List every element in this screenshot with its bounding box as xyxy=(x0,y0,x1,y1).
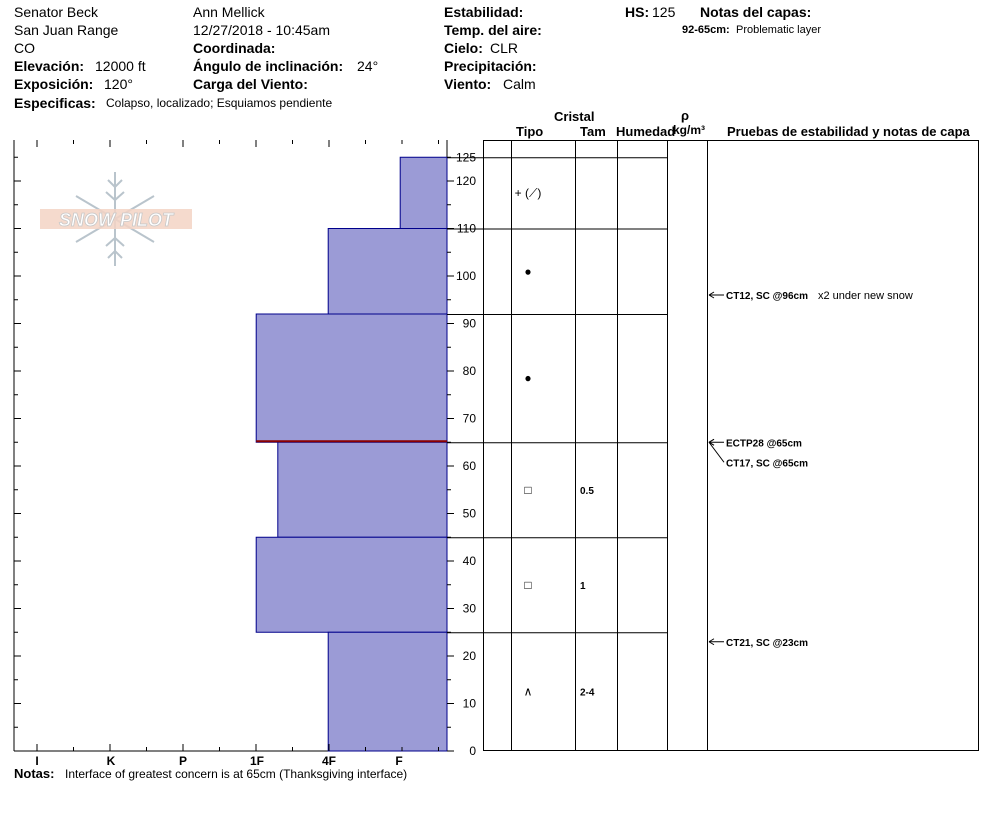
depth-tick-label: 70 xyxy=(462,411,476,426)
grain-size-value: 2-4 xyxy=(580,687,595,699)
specifics-value: Colapso, localizado; Esquiamos pendiente xyxy=(106,96,333,110)
grain-type-symbol: □ xyxy=(524,577,532,592)
depth-tick-label: 50 xyxy=(462,506,476,521)
state: CO xyxy=(14,40,35,56)
depth-tick-label: 90 xyxy=(462,316,476,331)
layer-bar xyxy=(256,314,447,442)
mountain-range: San Juan Range xyxy=(14,22,119,38)
depth-axis xyxy=(447,150,476,758)
sky-value: CLR xyxy=(490,40,519,56)
depth-tick-label: 40 xyxy=(462,554,476,568)
depth-tick-label: 100 xyxy=(455,269,476,283)
aspect-label: Exposición: xyxy=(14,76,94,92)
hardness-label: 4F xyxy=(321,754,337,768)
hardness-label: K xyxy=(106,754,116,768)
grain-size-value: 1 xyxy=(580,580,586,592)
test-arrow xyxy=(709,442,724,462)
notes-label: Notas: xyxy=(14,766,55,781)
grain-type-header: Tipo xyxy=(516,124,544,139)
wind-loading-label: Carga del Viento: xyxy=(193,76,308,92)
wind-value: Calm xyxy=(503,76,536,92)
aspect-value: 120° xyxy=(104,76,133,92)
grain-type-symbol: ∧ xyxy=(523,684,533,699)
observation-datetime: 12/27/2018 - 10:45am xyxy=(193,22,330,38)
test-label: ECTP28 @65cm xyxy=(726,438,802,450)
depth-tick-label: 80 xyxy=(462,364,476,378)
sky-label: Cielo: xyxy=(444,40,483,56)
layer-notes-label: Notas del capas: xyxy=(700,4,812,20)
layer-bar xyxy=(256,537,447,632)
hardness-label: I xyxy=(35,754,39,768)
moisture-header: Humedad xyxy=(616,124,676,139)
slope-angle-label: Ángulo de inclinación: xyxy=(193,58,344,74)
stability-tests-header: Pruebas de estabilidad y notas de capa xyxy=(727,124,970,139)
layer-bar xyxy=(278,442,447,537)
layer-bar xyxy=(328,632,447,751)
observer-name: Ann Mellick xyxy=(193,4,265,20)
depth-tick-label: 60 xyxy=(462,459,476,473)
logo-text: SNOW PILOT xyxy=(59,210,173,230)
coordinate-label: Coordinada: xyxy=(193,40,276,56)
left-minor-ticks xyxy=(14,157,21,751)
hardness-label: P xyxy=(178,754,188,768)
snow-height-label: HS: xyxy=(625,4,650,20)
test-label: CT12, SC @96cm xyxy=(726,291,809,302)
density-symbol: ρ xyxy=(681,108,690,123)
depth-tick-label: 30 xyxy=(462,601,476,616)
layer-note-text: Problematic layer xyxy=(736,24,821,36)
wind-label: Viento: xyxy=(444,76,492,92)
hardness-label: F xyxy=(395,754,403,768)
snow-height-value: 125 xyxy=(652,4,676,20)
grain-type-symbol: □ xyxy=(524,482,532,497)
snowpilot-logo xyxy=(40,172,192,266)
grain-type-symbol: ● xyxy=(524,264,532,279)
grain-type-symbol: + (⟋) xyxy=(514,185,542,200)
layer-note-range: 92-65cm: xyxy=(682,24,730,36)
stability-label: Estabilidad: xyxy=(444,4,524,20)
test-label: CT21, SC @23cm xyxy=(726,637,809,649)
crystal-header: Cristal xyxy=(554,109,595,124)
depth-tick-label: 0 xyxy=(469,744,476,758)
density-unit: kg/m³ xyxy=(673,123,706,137)
depth-tick-label: 20 xyxy=(462,649,476,663)
location-name: Senator Beck xyxy=(14,4,99,20)
grain-type-symbol: ⦁ xyxy=(524,371,532,386)
specifics-label: Especificas: xyxy=(14,95,96,111)
depth-tick-label: 120 xyxy=(455,174,476,188)
test-label: CT17, SC @65cm xyxy=(726,458,809,470)
grain-size-value: 0.5 xyxy=(580,485,594,497)
layer-bar xyxy=(328,229,447,315)
stability-tests xyxy=(709,290,913,649)
precipitation-label: Precipitación: xyxy=(444,58,537,74)
elevation-label: Elevación: xyxy=(14,58,85,74)
notes-value: Interface of greatest concern is at 65cm (Thanksgiving interface) xyxy=(65,767,408,781)
hardness-bars xyxy=(256,157,447,751)
depth-tick-label: 125 xyxy=(455,150,476,165)
depth-tick-label: 10 xyxy=(462,696,476,711)
layer-bar xyxy=(400,157,447,228)
air-temp-label: Temp. del aire: xyxy=(444,22,542,38)
test-note: x2 under new snow xyxy=(818,290,913,302)
grain-size-header: Tam xyxy=(580,124,606,139)
hardness-label: 1F xyxy=(249,754,265,768)
elevation-value: 12000 ft xyxy=(95,58,146,74)
layer-rows xyxy=(447,158,667,633)
slope-angle-value: 24° xyxy=(357,58,379,74)
depth-tick-label: 110 xyxy=(456,221,476,236)
